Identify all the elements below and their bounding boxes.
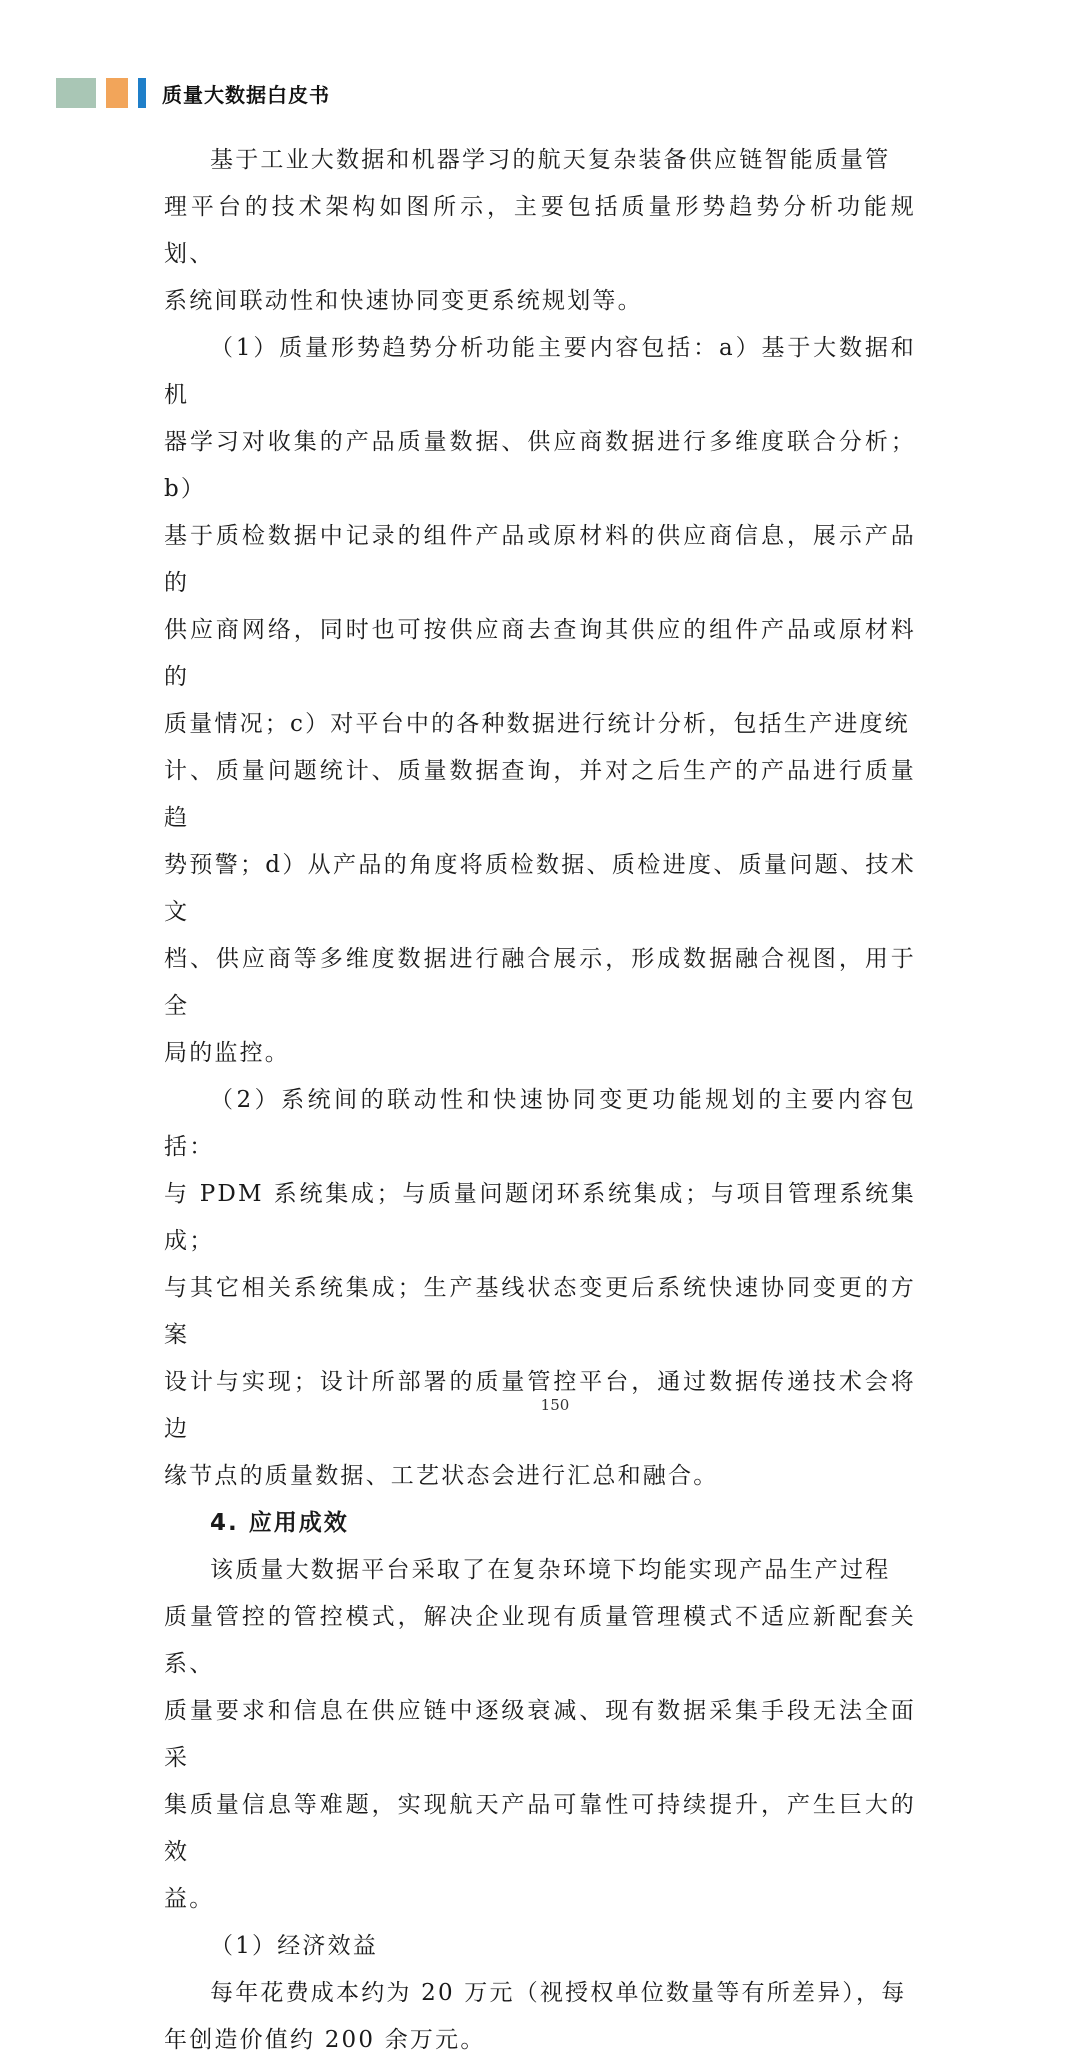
header-blue-block — [138, 78, 146, 108]
paragraph-application-effects: 该质量大数据平台采取了在复杂环境下均能实现产品生产过程 质量管控的管控模式，解决企业现有质量管理模式不适应新配套关系、 质量要求和信息在供应链中逐级衰减、现有数据采集手段无法全面采 集质量信息等难题，实现航天产品可靠性可持续提升，产生巨大的效 益。 — [164, 1557, 916, 1912]
paragraph-economic-benefits: 每年花费成本约为 20 万元（视授权单位数量等有所差异），每 年创造价值约 200 余万元。 — [164, 1980, 907, 2053]
page-header — [56, 76, 330, 110]
subheading-economic-benefits: （1）经济效益 — [210, 1933, 379, 1959]
section-heading-application-effects: 4. 应用成效 — [210, 1510, 349, 1536]
header-title: 质量大数据白皮书 — [162, 82, 330, 107]
paragraph-trend-analysis: （1）质量形势趋势分析功能主要内容包括：a）基于大数据和机 器学习对收集的产品质量数据、供应商数据进行多维度联合分析；b） 基于质检数据中记录的组件产品或原材料的供应商信息，展示产品的 供应商网络，同时也可按供应商去查询其供应的组件产品或原材料的 质量情况；c）对平台中的各种数据进行统计分析，包括生产进度统 计、质量问题统计、质量数据查询，并对之后生产的产品进行质量趋 势预警；d）从产品的角度将质检数据、质检进度、质量问题、技术文 档、供应商等多维度数据进行融合展示，形成数据融合视图，用于全 局的监控。 — [164, 335, 916, 1066]
paragraph-system-linkage: （2）系统间的联动性和快速协同变更功能规划的主要内容包括： 与 PDM 系统集成；与质量问题闭环系统集成；与项目管理系统集成； 与其它相关系统集成；生产基线状态变更后系统快速协同变更的方案 设计与实现；设计所部署的质量管控平台，通过数据传递技术会将边 缘节点的质量数据、工艺状态会进行汇总和融合。 — [164, 1087, 916, 1489]
page-number: 150 — [540, 1396, 570, 1414]
paragraph-architecture-intro: 基于工业大数据和机器学习的航天复杂装备供应链智能质量管 理平台的技术架构如图所示，主要包括质量形势趋势分析功能规划、 系统间联动性和快速协同变更系统规划等。 — [164, 147, 916, 314]
body-content — [164, 137, 916, 2064]
header-green-block — [56, 78, 96, 108]
header-orange-block — [106, 78, 128, 108]
